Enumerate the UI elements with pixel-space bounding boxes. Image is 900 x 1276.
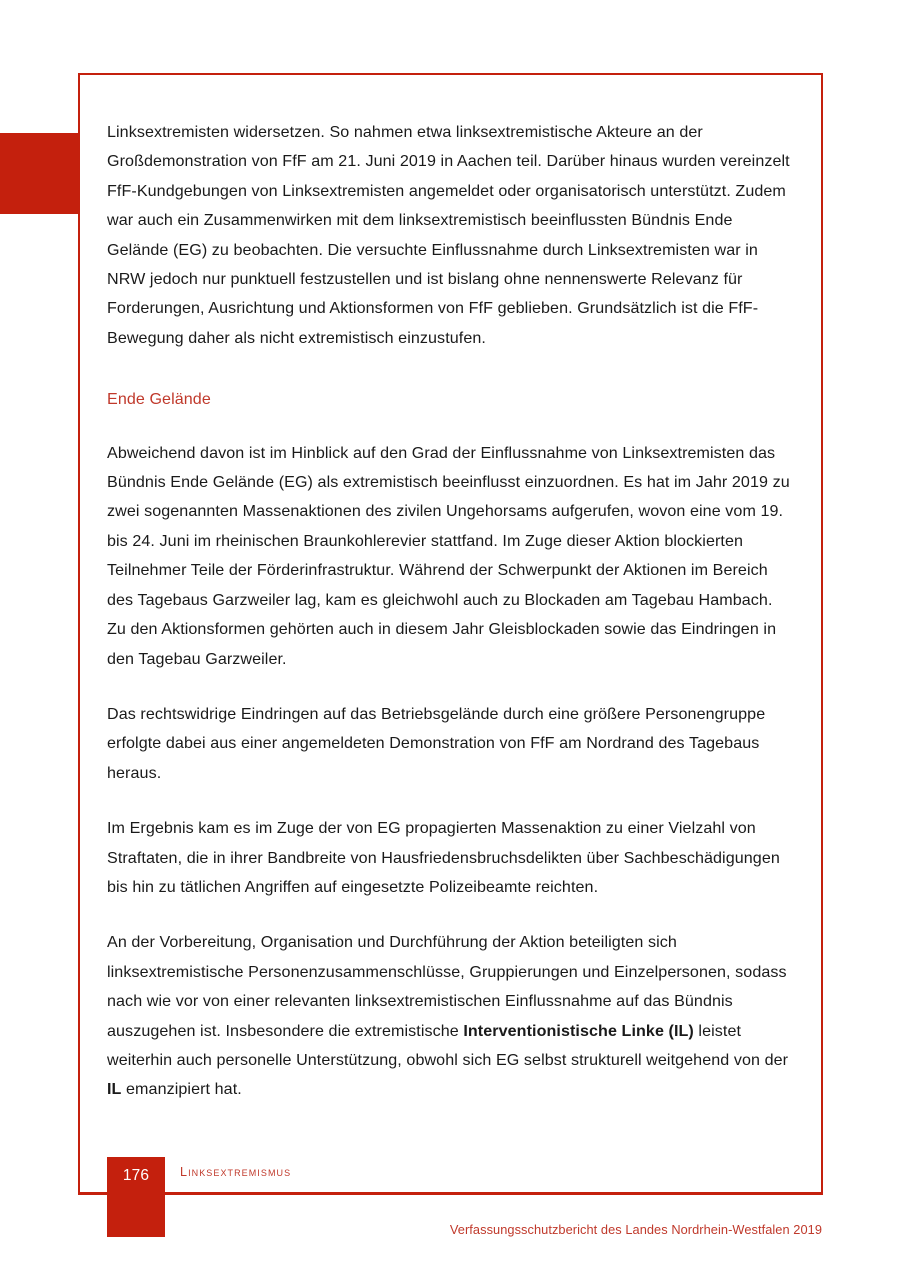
running-head-chapter-title: Linksextremismus [180,1165,292,1179]
paragraph-5-bold-il: IL [107,1080,122,1099]
paragraph-5-text-part-2: leistet weiterhin auch personelle Unterstützung, obwohl sich EG selbst strukturell weitgehend von der [107,1021,789,1069]
left-margin-accent-tab [0,133,79,214]
footer-report-title: Verfassungsschutzbericht des Landes Nordrhein-Westfalen 2019 [449,1222,822,1237]
paragraph-5 [107,928,791,1104]
paragraph-5-bold-interventionistische-linke: Interventionistische Linke (IL) [463,1021,694,1040]
paragraph-5-text-part-3: emanzipiert hat. [121,1080,242,1099]
paragraph-intro: Linksextremisten widersetzen. So nahmen etwa linksextremistische Akteure an der Großdemonstration von FfF am 21. Juni 2019 in Aachen teil. Darüber hinaus wurden vereinzelt FfF-Kundgebungen von Linksextremisten angemeldet oder organisatorisch unterstützt. Zudem war auch ein Zusammenwirken mit dem linksextremistisch beeinflussten Bündnis Ende Gelände (EG) zu beobachten. Die versuchte Einflussnahme durch Linksextremisten war in NRW jedoch nur punktuell festzustellen und ist bislang ohne nennenswerte Relevanz für Forderungen, Ausrichtung und Aktionsformen von FfF geblieben. Grundsätzlich ist die FfF-Bewegung daher als nicht extremistisch einzustufen. [107,123,790,347]
paragraph-4: Im Ergebnis kam es im Zuge der von EG propagierten Massenaktion zu einer Vielzahl von Straftaten, die in ihrer Bandbreite von Hausfriedensbruchsdelikten über Sachbeschädigungen bis hin zu tätlichen Angriffen auf eingesetzte Polizeibeamte reichten. [107,819,780,896]
paragraph-3: Das rechtswidrige Eindringen auf das Betriebsgelände durch eine größere Personengruppe erfolgte dabei aus einer angemeldeten Demonstration von FfF am Nordrand des Tagebaus heraus. [107,704,766,782]
section-heading-ende-gelaende: Ende Gelände [107,390,211,409]
text-column [107,118,791,1105]
paragraph-5-text-part-1: An der Vorbereitung, Organisation und Durchführung der Aktion beteiligten sich linksextremistische Personenzusammenschlüsse, Gruppierungen und Einzelpersonen, sodass nach wie vor von einer relevanten linksextremistischen Einflussnahme auf das Bündnis auszugehen ist. Insbesondere die extremistische [107,933,787,1040]
footer-divider-rule [78,1193,823,1195]
page-number: 176 [122,1167,150,1184]
paragraph-2: Abweichend davon ist im Hinblick auf den Grad der Einflussnahme von Linksextremisten das Bündnis Ende Gelände (EG) als extremistisch beeinflusst einzuordnen. Es hat im Jahr 2019 zu zwei sogenannten Massenaktionen des zivilen Ungehorsams aufgerufen, wovon eine vom 19. bis 24. Juni im rheinischen Braunkohlerevier stattfand. Im Zuge dieser Aktion blockierten Teilnehmer Teile der Förderinfrastruktur. Während der Schwerpunkt der Aktionen im Bereich des Tagebaus Garzweiler lag, kam es gleichwohl auch zu Blockaden am Tagebau Hambach. Zu den Aktionsformen gehörten auch in diesem Jahr Gleisblockaden sowie das Eindringen in den Tagebau Garzweiler. [107,443,790,668]
page-number-block [107,1157,165,1237]
